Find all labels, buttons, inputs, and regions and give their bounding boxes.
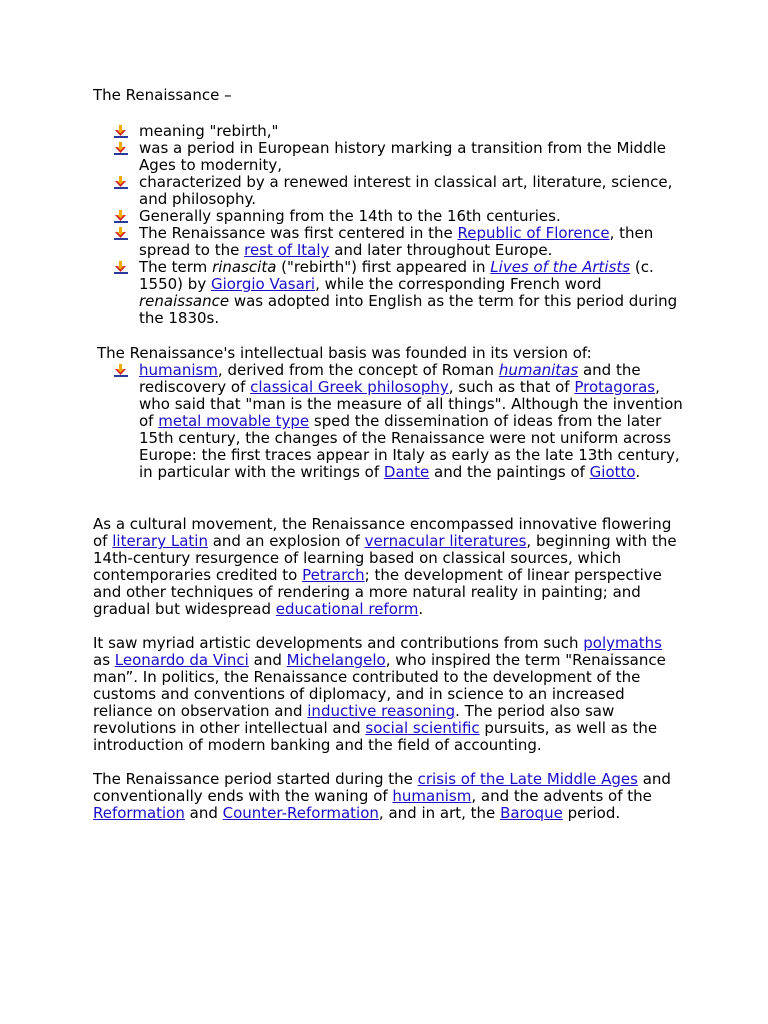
link-humanitas[interactable] <box>499 361 578 379</box>
arrow-down-bullet-icon <box>114 176 128 190</box>
italic-link-text: Lives of the Artists <box>490 258 631 276</box>
text-run: ("rebirth") first appeared in <box>276 258 491 276</box>
list-item <box>139 208 683 225</box>
text-run: , beginning with the 14th-century resurgence of learning based on classical sources, which contemporaries credited to <box>93 532 677 584</box>
link-counter-reformation[interactable]: Counter-Reformation <box>222 804 379 822</box>
link-giorgio-vasari[interactable]: Giorgio Vasari <box>210 275 316 293</box>
text-run: and conventionally ends with the waning of <box>93 770 671 805</box>
spacer <box>93 754 683 771</box>
text-run: The Renaissance period started during the <box>93 770 418 788</box>
list-item <box>139 225 683 259</box>
link-dante[interactable]: Dante <box>383 463 430 481</box>
text-run: , and in art, the <box>378 804 501 822</box>
text-run: as <box>93 651 115 669</box>
text-run: and the paintings of <box>429 463 590 481</box>
text-run: As a cultural movement, the Renaissance encompassed innovative flowering of <box>93 515 672 550</box>
italic-term-renaissance: renaissance <box>139 292 230 310</box>
bullet-list-definition <box>93 123 683 327</box>
link-leonardo-da-vinci[interactable]: Leonardo da Vinci <box>114 651 249 669</box>
text-run: , and the advents of the <box>471 787 652 805</box>
text-run: , such as that of <box>448 378 575 396</box>
link-reformation[interactable]: Reformation <box>93 804 185 822</box>
italic-link-text: humanitas <box>498 361 579 379</box>
text-run: The term <box>139 258 213 276</box>
italic-term-rinascita: rinascita <box>212 258 277 276</box>
text-run: was adopted into English as the term for this period during the 1830s. <box>139 292 678 327</box>
arrow-down-bullet-icon <box>114 210 128 224</box>
paragraph-artistic-developments <box>93 635 683 754</box>
link-petrarch[interactable]: Petrarch <box>302 566 365 584</box>
text-run: (c. 1550) by <box>139 258 654 293</box>
arrow-down-bullet-icon <box>114 125 128 139</box>
list-item-text: characterized by a renewed interest in classical art, literature, science, and philosophy. <box>139 173 673 208</box>
list-item <box>139 362 683 481</box>
intellectual-basis-intro: The Renaissance's intellectual basis was founded in its version of: <box>97 344 592 362</box>
link-michelangelo[interactable]: Michelangelo <box>286 651 386 669</box>
list-item <box>139 123 683 140</box>
list-item-text: meaning "rebirth," <box>139 122 279 140</box>
bullet-list-humanism <box>93 362 683 481</box>
text-run: . The period also saw revolutions in other intellectual and <box>93 702 615 737</box>
link-polymaths[interactable]: polymaths <box>583 634 662 652</box>
text-run: sped the dissemination of ideas from the later 15th century, the changes of the Renaissance were not uniform across Europe: the first traces appear in Italy as early as the late 13th century, in particular with the writings of <box>139 412 680 481</box>
link-literary-latin[interactable]: literary Latin <box>112 532 208 550</box>
link-humanism[interactable]: humanism <box>392 787 472 805</box>
text-run: and the rediscovery of <box>139 361 641 396</box>
text-run: period. <box>562 804 621 822</box>
link-inductive-reasoning[interactable]: inductive reasoning <box>307 702 456 720</box>
list-item-text: Generally spanning from the 14th to the 16th centuries. <box>139 207 561 225</box>
text-run: pursuits, as well as the introduction of modern banking and the field of accounting. <box>93 719 658 754</box>
document-heading: The Renaissance – <box>93 86 232 104</box>
spacer <box>93 481 683 516</box>
document-page <box>93 87 683 822</box>
list-item <box>139 174 683 208</box>
link-giotto[interactable]: Giotto <box>589 463 636 481</box>
text-run: , who said that "man is the measure of all things". Although the invention of <box>139 378 683 430</box>
arrow-down-bullet-icon <box>114 142 128 156</box>
spacer <box>93 327 683 345</box>
text-run: . <box>635 463 641 481</box>
list-item <box>139 259 683 327</box>
link-protagoras[interactable]: Protagoras <box>574 378 656 396</box>
list-item-text: was a period in European history marking a transition from the Middle Ages to modernity, <box>139 139 666 174</box>
link-vernacular-literatures[interactable]: vernacular literatures <box>364 532 527 550</box>
link-crisis-of-the-late-middle-ages[interactable]: crisis of the Late Middle Ages <box>417 770 638 788</box>
paragraph-period-span <box>93 771 683 822</box>
link-classical-greek-philosophy[interactable]: classical Greek philosophy <box>250 378 449 396</box>
text-run: ; the development of linear perspective and other techniques of rendering a more natural reality in painting; and gradual but widespread <box>93 566 662 618</box>
link-republic-of-florence[interactable]: Republic of Florence <box>457 224 610 242</box>
text-run: The Renaissance was first centered in the <box>139 224 458 242</box>
list-item <box>139 140 683 174</box>
spacer <box>93 618 683 635</box>
text-run: , who inspired the term "Renaissance man”. In politics, the Renaissance contributed to the development of the customs and conventions of diplomacy, and in science to an increased reliance on observation and <box>93 651 666 720</box>
link-educational-reform[interactable]: educational reform <box>275 600 419 618</box>
arrow-down-bullet-icon <box>114 364 128 378</box>
text-run: and <box>184 804 223 822</box>
link-humanism[interactable]: humanism <box>139 361 218 379</box>
link-baroque[interactable]: Baroque <box>500 804 563 822</box>
text-run: , then spread to the <box>139 224 654 259</box>
arrow-down-bullet-icon <box>114 261 128 275</box>
link-rest-of-italy[interactable]: rest of Italy <box>244 241 330 259</box>
paragraph-cultural-movement <box>93 516 683 618</box>
text-run: . <box>418 600 424 618</box>
link-social-scientific[interactable]: social scientific <box>365 719 480 737</box>
text-run: It saw myriad artistic developments and contributions from such <box>93 634 584 652</box>
text-run: , while the corresponding French word <box>315 275 602 293</box>
link-metal-movable-type[interactable]: metal movable type <box>158 412 310 430</box>
link-lives-of-the-artists[interactable] <box>490 258 630 276</box>
text-run: and later throughout Europe. <box>329 241 553 259</box>
text-run: , derived from the concept of Roman <box>217 361 499 379</box>
text-run: and an explosion of <box>207 532 365 550</box>
text-run: and <box>248 651 287 669</box>
arrow-down-bullet-icon <box>114 227 128 241</box>
